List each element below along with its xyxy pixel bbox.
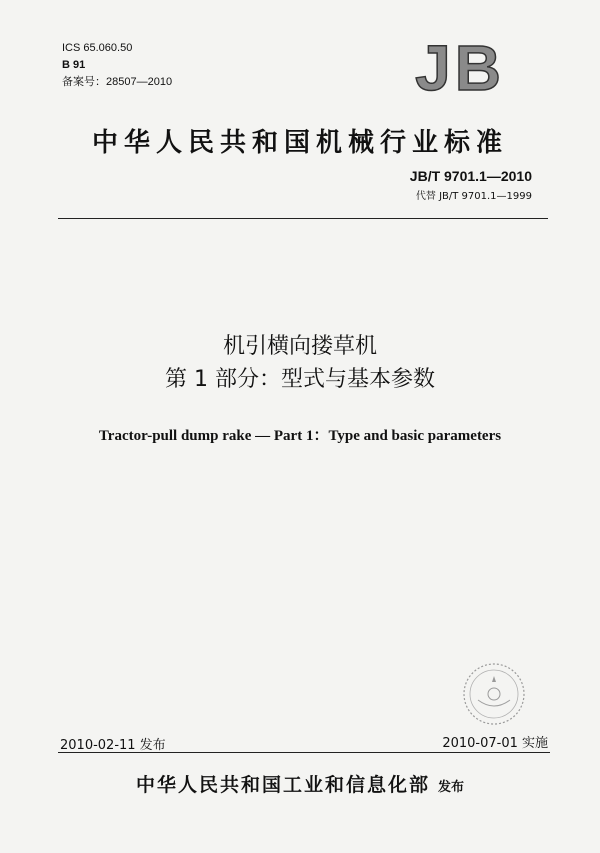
jb-logo xyxy=(400,36,520,94)
publisher-name: 中华人民共和国工业和信息化部 xyxy=(135,774,430,796)
record-number: 备案号：28507—2010 xyxy=(62,76,173,88)
replaced-standard: 代替 JB/T 9701.1—1999 xyxy=(415,191,532,202)
document-title-cn: 机引横向搂草机 xyxy=(222,334,377,359)
top-divider xyxy=(58,218,548,219)
header-title: 中华人民共和国机械行业标准 xyxy=(91,128,508,158)
implementation-date: 2010-07-01 实施 xyxy=(442,736,548,751)
bottom-divider xyxy=(58,752,550,753)
document-subtitle-cn: 第 1 部分：型式与基本参数 xyxy=(165,367,435,392)
ccs-code: B 91 xyxy=(62,59,86,71)
svg-text:JB: JB xyxy=(415,36,505,94)
standard-number: JB/T 9701.1—2010 xyxy=(409,168,532,184)
publisher-suffix: 发布 xyxy=(438,780,465,795)
document-title-en: Tractor-pull dump rake — Part 1：Type and basic parameters xyxy=(98,428,502,444)
issue-date: 2010-02-11 发布 xyxy=(60,738,166,753)
official-seal xyxy=(460,660,528,728)
publisher xyxy=(0,770,600,797)
ics-code: ICS 65.060.50 xyxy=(62,42,133,54)
